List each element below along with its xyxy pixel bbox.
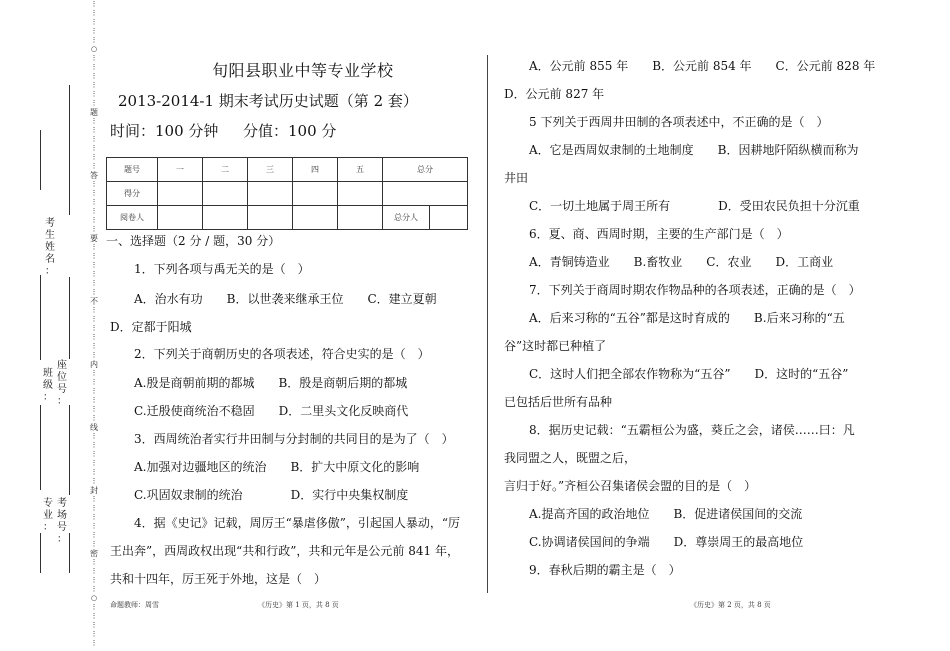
binding-dot: ⋮ <box>90 9 98 17</box>
binding-dot: ⋮ <box>90 612 98 620</box>
binding-dot: ⋮ <box>90 135 98 143</box>
exam-title: 2013-2014-1 期末考试历史试题（第 2 套） <box>118 92 418 110</box>
binding-dot: ⋮ <box>90 351 98 359</box>
footer-page-1: 《历史》第 1 页，共 8 页 <box>258 601 339 609</box>
binding-dot: ⋮ <box>90 585 98 593</box>
field-rule-2 <box>69 277 70 359</box>
binding-dot: ⋮ <box>90 180 98 188</box>
question-1: 1．下列各项与禹无关的是（ ） <box>134 262 310 276</box>
footer-author: 命题教师：周雪 <box>110 601 159 609</box>
binding-dot: ⋮ <box>90 261 98 269</box>
binding-dot: ⋮ <box>90 117 98 125</box>
question-8-line-3: 言归于好。”齐桓公召集诸侯会盟的目的是（ ） <box>504 479 757 493</box>
binding-dot: ⋮ <box>90 342 98 350</box>
binding-word: 题 <box>90 108 98 117</box>
binding-dot: ⋮ <box>90 558 98 566</box>
field-seat-number: 座 位 号 ： <box>57 360 67 407</box>
binding-dot: ⋮ <box>90 441 98 449</box>
q1-option-d: D．定都于阳城 <box>110 320 192 334</box>
q5-options-cd: C．一切土地属于周王所有 D．受田农民负担十分沉重 <box>529 199 860 213</box>
binding-dot: ⋮ <box>90 504 98 512</box>
q2-options-ab: A.殷是商朝前期的都城 B．殷是商朝后期的都城 <box>134 376 408 390</box>
binding-dot: ⋮ <box>90 0 98 8</box>
question-3: 3．西周统治者实行井田制与分封制的共同目的是为了（ ） <box>134 432 454 446</box>
binding-dot: ⋮ <box>90 522 98 530</box>
q3-options-cd: C.巩固奴隶制的统治 D．实行中央集权制度 <box>134 488 409 502</box>
binding-dot: ⋮ <box>90 639 98 647</box>
q8-options-cd: C.协调诸侯国间的争端 D．尊崇周王的最高地位 <box>529 535 804 549</box>
q7-option-b-cont: 谷”这时都已种植了 <box>504 339 607 353</box>
binding-dot: ⋮ <box>90 396 98 404</box>
th-section-1: 一 <box>158 158 203 182</box>
q2-options-cd: C.迁殷使商统治不稳固 D．二里头文化反映商代 <box>134 404 409 418</box>
binding-dot: ⋮ <box>90 81 98 89</box>
q8-options-ab: A.提高齐国的政治地位 B．促进诸侯国间的交流 <box>529 507 803 521</box>
binding-dot: ⋮ <box>90 432 98 440</box>
th-section-3: 三 <box>248 158 293 182</box>
binding-dot: ⋮ <box>90 405 98 413</box>
binding-dot: ⋮ <box>90 252 98 260</box>
question-4-line-3: 共和十四年，厉王死于外地，这是（ ） <box>110 572 327 586</box>
th-section-2: 二 <box>203 158 248 182</box>
binding-dot: ⋮ <box>90 279 98 287</box>
binding-word: 内 <box>90 360 98 369</box>
th-section-5: 五 <box>338 158 383 182</box>
binding-dot: ⋮ <box>90 27 98 35</box>
binding-dot: ⋮ <box>90 225 98 233</box>
field-examinee-name: 考 生 姓 名 ： <box>45 218 55 277</box>
binding-dot: ⋮ <box>90 576 98 584</box>
binding-dot: ⋮ <box>90 126 98 134</box>
binding-dotted-line <box>89 0 99 651</box>
binding-dot: ⋮ <box>90 306 98 314</box>
binding-dot: ⋮ <box>90 63 98 71</box>
th-question-no: 题号 <box>107 158 158 182</box>
score-table <box>106 157 468 230</box>
field-rule-8 <box>40 533 41 573</box>
binding-dot: ⋮ <box>90 468 98 476</box>
binding-dot: ⋮ <box>90 630 98 638</box>
binding-dot: ⋮ <box>90 324 98 332</box>
section-heading: 一、选择题（2 分 / 题，30 分） <box>106 234 281 248</box>
exam-time: 时间：100 分钟 <box>110 122 219 140</box>
question-4-line-1: 4．据《史记》记载，周厉王“暴虐侈傲”，引起国人暴动，“厉 <box>134 516 461 530</box>
column-divider <box>487 55 488 593</box>
q7-options-ab: A．后来习称的“五谷”都是这时育成的 B.后来习称的“五 <box>529 311 845 325</box>
binding-dot: ⋮ <box>90 18 98 26</box>
exam-score: 分值：100 分 <box>243 122 337 140</box>
binding-dot: ⋮ <box>90 99 98 107</box>
binding-dot: ⋮ <box>90 270 98 278</box>
question-8-line-2: 我同盟之人，既盟之后， <box>504 451 637 465</box>
binding-word: 封 <box>90 486 98 495</box>
binding-word: 不 <box>90 297 98 306</box>
binding-circle: ○ <box>90 45 98 53</box>
q4-options-abc: A．公元前 855 年 B．公元前 854 年 C．公元前 828 年 <box>529 59 876 73</box>
question-2: 2．下列关于商朝历史的各项表述，符合史实的是（ ） <box>134 347 430 361</box>
field-exam-room: 考 场 号 ： <box>57 498 67 545</box>
field-rule-3 <box>69 405 70 495</box>
field-rule-6 <box>40 275 41 360</box>
binding-dot: ⋮ <box>90 36 98 44</box>
binding-dot: ⋮ <box>90 459 98 467</box>
binding-dot: ⋮ <box>90 495 98 503</box>
binding-word: 答 <box>90 171 98 180</box>
question-7: 7．下列关于商周时期农作物品种的各项表述，正确的是（ ） <box>529 283 861 297</box>
row-total-grader-label: 总分人 <box>383 206 430 230</box>
q5-option-b-cont: 井田 <box>504 171 529 185</box>
binding-dot: ⋮ <box>90 621 98 629</box>
binding-dot: ⋮ <box>90 540 98 548</box>
question-5: 5 下列关于西周井田制的各项表述中，不正确的是（ ） <box>529 115 829 129</box>
field-rule-7 <box>40 405 41 490</box>
question-9: 9．春秋后期的霸主是（ ） <box>529 563 681 577</box>
field-major: 专 业 ： <box>43 498 53 533</box>
binding-dot: ⋮ <box>90 288 98 296</box>
question-8-line-1: 8．据历史记载：“五霸桓公为盛，葵丘之会，诸侯……曰：凡 <box>529 423 855 437</box>
binding-dot: ⋮ <box>90 333 98 341</box>
binding-dot: ⋮ <box>90 243 98 251</box>
binding-dot: ⋮ <box>90 531 98 539</box>
binding-dot: ⋮ <box>90 162 98 170</box>
binding-word: 要 <box>90 234 98 243</box>
binding-dot: ⋮ <box>90 450 98 458</box>
binding-word: 线 <box>90 423 98 432</box>
binding-circle: ○ <box>90 594 98 602</box>
binding-dot: ⋮ <box>90 54 98 62</box>
binding-dot: ⋮ <box>90 603 98 611</box>
q3-options-ab: A.加强对边疆地区的统治 B．扩大中原文化的影响 <box>134 460 420 474</box>
binding-dot: ⋮ <box>90 387 98 395</box>
q6-options: A．青铜铸造业 B.畜牧业 C．农业 D．工商业 <box>529 255 834 269</box>
q5-options-ab: A．它是西周奴隶制的土地制度 B．因耕地阡陌纵横而称为 <box>529 143 859 157</box>
field-class: 班 级 ： <box>43 368 53 403</box>
binding-dot: ⋮ <box>90 567 98 575</box>
binding-dot: ⋮ <box>90 216 98 224</box>
binding-dot: ⋮ <box>90 414 98 422</box>
field-rule-1 <box>69 85 70 215</box>
binding-dot: ⋮ <box>90 90 98 98</box>
q1-options-abc: A．治水有功 B．以世袭来继承王位 C．建立夏朝 <box>134 292 437 306</box>
q7-options-cd: C．这时人们把全部农作物称为“五谷” D．这时的“五谷” <box>529 367 849 381</box>
binding-dot: ⋮ <box>90 378 98 386</box>
question-6: 6．夏、商、西周时期，主要的生产部门是（ ） <box>529 227 789 241</box>
row-grader-label: 阅卷人 <box>107 206 158 230</box>
binding-dot: ⋮ <box>90 315 98 323</box>
binding-dot: ⋮ <box>90 189 98 197</box>
binding-dot: ⋮ <box>90 198 98 206</box>
school-name: 旬阳县职业中等专业学校 <box>212 61 394 80</box>
field-rule-4 <box>69 533 70 573</box>
th-total: 总分 <box>383 158 468 182</box>
binding-dot: ⋮ <box>90 144 98 152</box>
q7-option-d-cont: 已包括后世所有品种 <box>504 395 613 409</box>
binding-dot: ⋮ <box>90 513 98 521</box>
binding-dot: ⋮ <box>90 477 98 485</box>
row-score-label: 得分 <box>107 182 158 206</box>
binding-word: 密 <box>90 549 98 558</box>
th-section-4: 四 <box>293 158 338 182</box>
footer-page-2: 《历史》第 2 页，共 8 页 <box>690 601 771 609</box>
binding-dot: ⋮ <box>90 72 98 80</box>
binding-dot: ⋮ <box>90 153 98 161</box>
q4-option-d: D．公元前 827 年 <box>504 87 605 101</box>
question-4-line-2: 王出奔”，西周政权出现“共和行政”，共和元年是公元前 841 年， <box>110 544 459 558</box>
binding-dot: ⋮ <box>90 369 98 377</box>
binding-dot: ⋮ <box>90 207 98 215</box>
field-rule-5 <box>40 130 41 190</box>
